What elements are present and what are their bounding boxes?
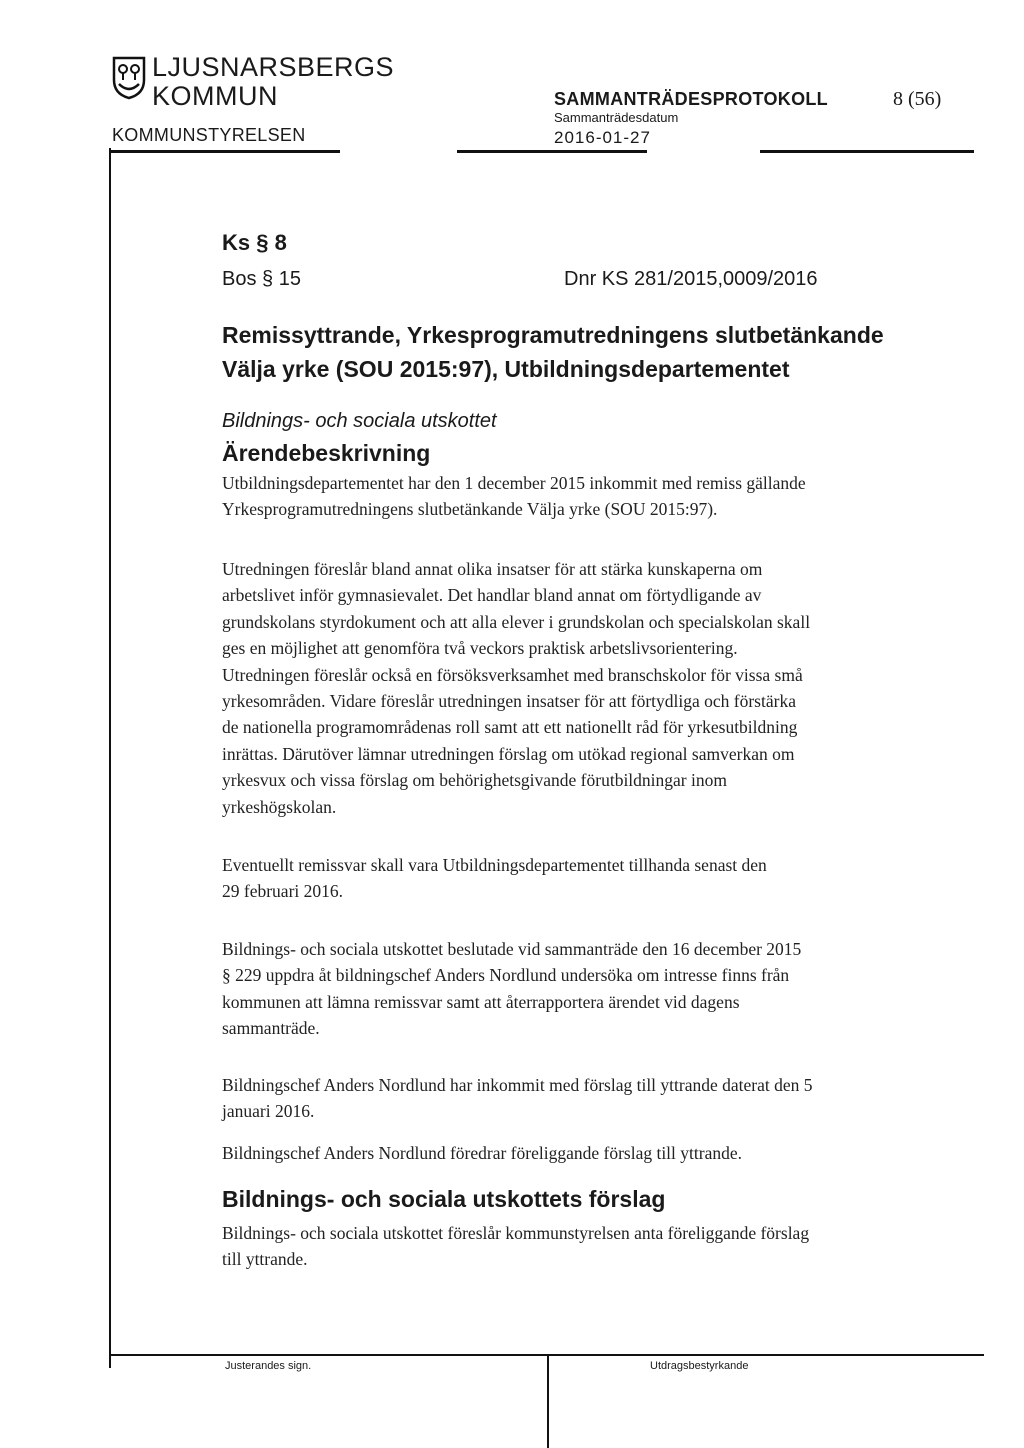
date-label: Sammanträdesdatum bbox=[554, 110, 679, 125]
text-line: Utredningen föreslår också en försöksverksamhet med branschskolor för vissa små bbox=[222, 664, 803, 685]
text-line: kommunen att lämna remissvar samt att återrapportera ärendet vid dagens bbox=[222, 991, 740, 1012]
header-divider bbox=[110, 150, 340, 153]
text-line: Utbildningsdepartementet har den 1 december 2015 inkommit med remiss gällande bbox=[222, 473, 806, 493]
footer-column-rule bbox=[547, 1355, 549, 1448]
date-value: 2016-01-27 bbox=[554, 128, 651, 147]
text-line: 29 februari 2016. bbox=[222, 881, 344, 902]
paragraph-presentation bbox=[222, 1140, 922, 1166]
paragraph-decision bbox=[222, 936, 922, 1042]
department-name: KOMMUNSTYRELSEN bbox=[112, 125, 306, 145]
text-line: Bildningschef Anders Nordlund föredrar föreliggande förslag till yttrande. bbox=[222, 1143, 742, 1163]
municipality-crest-icon bbox=[112, 56, 146, 100]
text-line: januari 2016. bbox=[222, 1101, 315, 1122]
text-line: yrkesvux och vissa förslag om behörighetsgivande förutbildningar inom bbox=[222, 770, 727, 791]
diary-number: Dnr KS 281/2015,0009/2016 bbox=[564, 268, 818, 290]
paragraph-background bbox=[222, 470, 922, 523]
text-line: § 229 uppdra åt bildningschef Anders Nordlund undersöka om intresse finns från bbox=[222, 965, 790, 986]
text-line: de nationella programområdenas roll samt att ett nationellt råd för yrkesutbildning bbox=[222, 717, 798, 738]
org-name-line2: KOMMUN bbox=[152, 81, 278, 111]
paragraph-proposal-text bbox=[222, 1220, 922, 1273]
bos-reference: Bos § 15 bbox=[222, 268, 301, 290]
text-line: Bildnings- och sociala utskottet föreslår kommunstyrelsen anta föreliggande förslag bbox=[222, 1223, 810, 1243]
paragraph-deadline bbox=[222, 852, 922, 905]
text-line: Utredningen föreslår bland annat olika insatser för att stärka kunskaperna om bbox=[222, 559, 763, 579]
page-title-continued: Välja yrke (SOU 2015:97), Utbildningsdepartementet bbox=[222, 356, 790, 382]
heading-description: Ärendebeskrivning bbox=[222, 440, 431, 466]
text-line: Bildnings- och sociala utskottet beslutade vid sammanträde den 16 december 2015 bbox=[222, 939, 802, 959]
page-number: 8 (56) bbox=[893, 88, 942, 110]
heading-proposal: Bildnings- och sociala utskottets förslag bbox=[222, 1186, 666, 1212]
header-divider bbox=[760, 150, 974, 153]
committee-name: Bildnings- och sociala utskottet bbox=[222, 410, 497, 432]
paragraph-proposals bbox=[222, 556, 922, 820]
text-line: yrkesområden. Vidare föreslår utredningen insatser för att förtydliga och förstärka bbox=[222, 691, 796, 712]
signature-label: Justerandes sign. bbox=[225, 1360, 312, 1372]
text-line: Eventuellt remissvar skall vara Utbildningsdepartementet tillhanda senast den bbox=[222, 855, 767, 875]
text-line: ges en möjlighet att genomföra två veckors praktisk arbetslivsorientering. bbox=[222, 638, 738, 659]
text-line: Bildningschef Anders Nordlund har inkommit med förslag till yttrande daterat den 5 bbox=[222, 1075, 813, 1095]
page-title: Remissyttrande, Yrkesprogramutredningens slutbetänkande bbox=[222, 322, 884, 348]
text-line: arbetslivet inför gymnasievalet. Det handlar bland annat om förtydligande av bbox=[222, 585, 762, 606]
text-line: yrkeshögskolan. bbox=[222, 796, 337, 817]
text-line: Yrkesprogramutredningens slutbetänkande Välja yrke (SOU 2015:97). bbox=[222, 499, 718, 520]
text-line: inrättas. Därutöver lämnar utredningen förslag om utökad regional samverkan om bbox=[222, 743, 795, 764]
text-line: grundskolans styrdokument och att alla elever i grundskolan och specialskolan skall bbox=[222, 611, 811, 632]
org-name-line1: LJUSNARSBERGS bbox=[152, 52, 395, 82]
header-divider bbox=[457, 150, 647, 153]
paragraph-draft bbox=[222, 1072, 922, 1125]
text-line: till yttrande. bbox=[222, 1249, 308, 1270]
paragraph-number: Ks § 8 bbox=[222, 230, 287, 255]
certification-label: Utdragsbestyrkande bbox=[650, 1360, 749, 1372]
document-type: SAMMANTRÄDESPROTOKOLL bbox=[554, 89, 828, 109]
left-margin-rule bbox=[109, 148, 111, 1368]
text-line: sammanträde. bbox=[222, 1018, 320, 1039]
